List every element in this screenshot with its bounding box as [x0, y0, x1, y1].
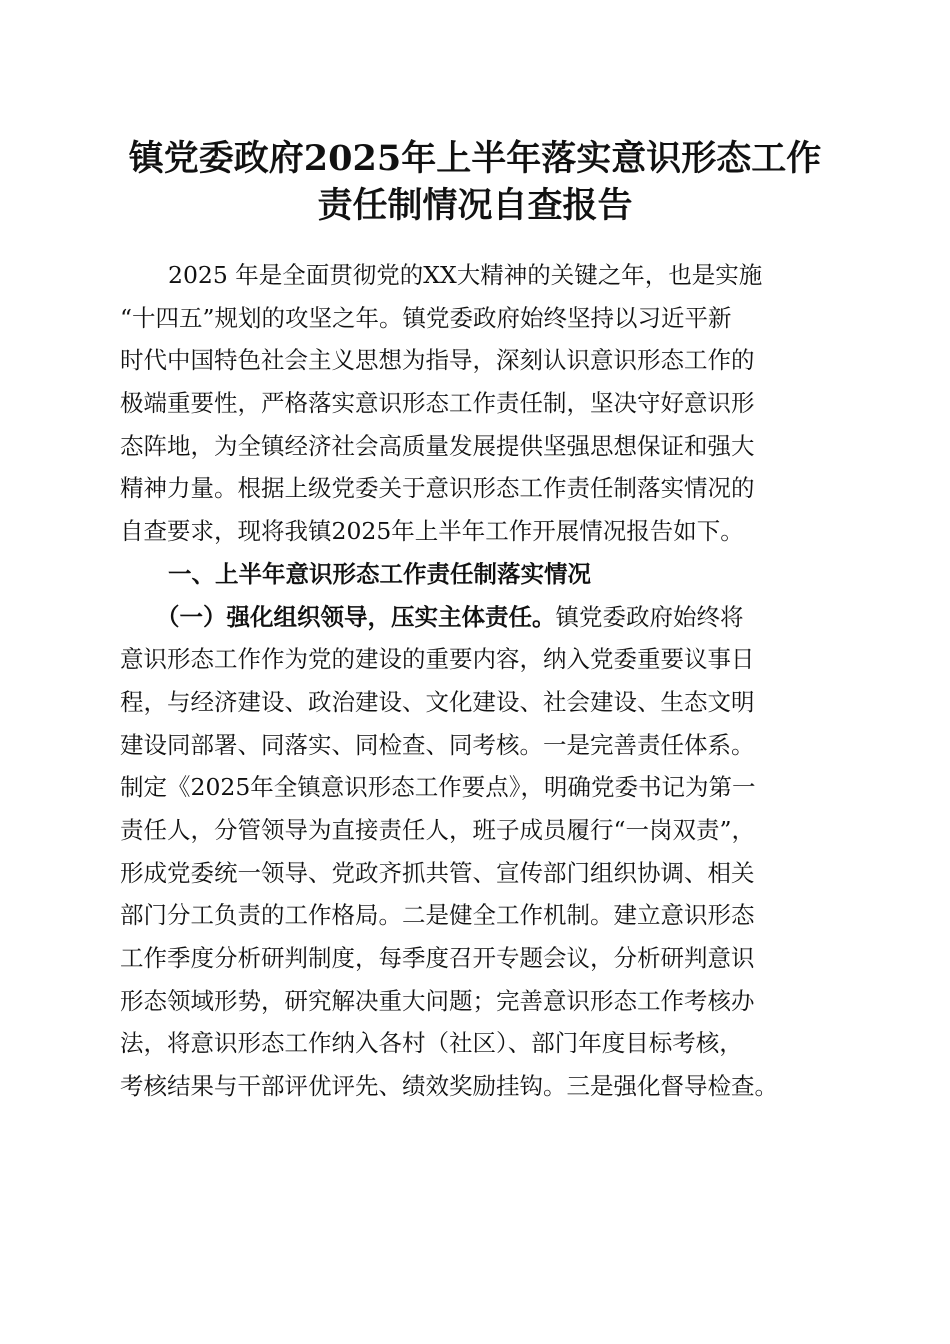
intro-paragraph-line: “十四五”规划的攻坚之年。镇党委政府始终坚持以习近平新 [120, 303, 732, 332]
intro-paragraph-line: 自查要求，现将我镇2025年上半年工作开展情况报告如下。 [120, 517, 744, 546]
sub-paragraph-line: 程，与经济建设、政治建设、文化建设、社会建设、生态文明 [120, 687, 755, 716]
section-heading: 一、上半年意识形态工作责任制落实情况 [168, 559, 591, 588]
document-body [120, 254, 840, 1108]
sub-paragraph-line: 工作季度分析研判制度，每季度召开专题会议，分析研判意识 [120, 944, 755, 972]
sub-paragraph-line: 建设同部署、同落实、同检查、同考核。一是完善责任体系。 [120, 730, 755, 759]
intro-paragraph-line: 态阵地，为全镇经济社会高质量发展提供坚强思想保证和强大 [120, 431, 755, 460]
sub-paragraph-line: 考核结果与干部评优评先、绩效奖励挂钩。三是强化督导检查。 [120, 1072, 778, 1101]
intro-paragraph-line: 2025 年是全面贯彻党的XX大精神的关键之年，也是实施 [168, 261, 763, 289]
sub-section-heading: （一）强化组织领导，压实主体责任。 [156, 602, 556, 631]
sub-paragraph-line: 部门分工负责的工作格局。二是健全工作机制。建立意识形态 [120, 901, 755, 930]
sub-paragraph-line: 责任人，分管领导为直接责任人，班子成员履行“一岗双责”， [120, 815, 756, 844]
intro-paragraph-line: 极端重要性，严格落实意识形态工作责任制，坚决守好意识形 [120, 389, 755, 418]
sub-paragraph-line: 形成党委统一领导、党政齐抓共管、宣传部门组织协调、相关 [120, 858, 755, 887]
sub-paragraph-text: 镇党委政府始终将 [555, 602, 744, 631]
sub-paragraph-line: 法，将意识形态工作纳入各村（社区）、部门年度目标考核， [120, 1029, 743, 1058]
sub-paragraph-line: 制定《2025年全镇意识形态工作要点》，明确党委书记为第一 [120, 773, 756, 802]
sub-paragraph-first-line [120, 596, 840, 639]
sub-paragraph-line: 意识形态工作作为党的建设的重要内容，纳入党委重要议事日 [120, 645, 755, 674]
intro-paragraph-line: 时代中国特色社会主义思想为指导，深刻认识意识形态工作的 [120, 346, 755, 375]
document-title-line-2: 责任制情况自查报告 [317, 185, 633, 226]
intro-paragraph-line: 精神力量。根据上级党委关于意识形态工作责任制落实情况的 [120, 474, 755, 503]
document-title-line-1: 镇党委政府2025年上半年落实意识形态工作 [128, 138, 822, 179]
sub-paragraph-line: 形态领域形势，研究解决重大问题；完善意识形态工作考核办 [120, 986, 755, 1015]
